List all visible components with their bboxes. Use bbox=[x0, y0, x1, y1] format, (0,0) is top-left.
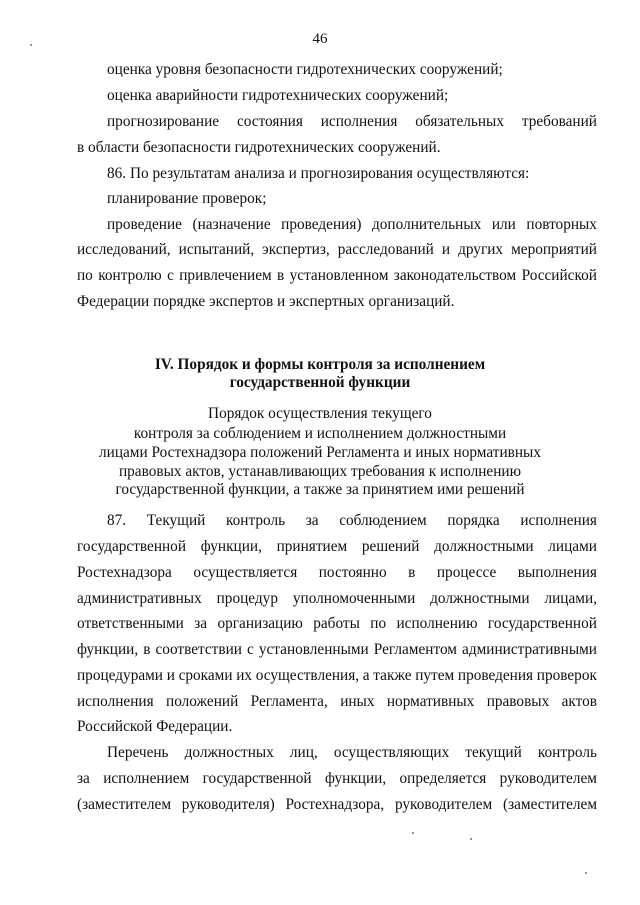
text-line: 86. По результатам анализа и прогнозирования осуществляются: bbox=[107, 165, 530, 182]
word: осуществляется bbox=[193, 564, 298, 581]
word: работы bbox=[313, 615, 360, 632]
word: уполномоченными bbox=[292, 590, 416, 607]
scan-speck bbox=[585, 872, 587, 874]
word: процедурами bbox=[77, 667, 163, 684]
word: осуществления, bbox=[255, 667, 360, 684]
justified-line bbox=[107, 215, 597, 235]
word: контроль bbox=[537, 744, 597, 761]
justified-line bbox=[77, 795, 597, 815]
section-heading: IV. Порядок и формы контроля за исполнением bbox=[154, 356, 486, 373]
word: Ростехнадзора bbox=[77, 564, 172, 581]
word: руководителем bbox=[499, 770, 597, 787]
word: испытаний, bbox=[178, 241, 255, 258]
justified-line bbox=[107, 511, 597, 531]
word: руководителем bbox=[394, 796, 493, 813]
word: проведения) bbox=[281, 216, 362, 233]
word: функции, bbox=[200, 538, 262, 555]
justified-line bbox=[77, 666, 597, 686]
word: по bbox=[370, 615, 387, 632]
word: соответствии bbox=[155, 641, 242, 658]
text-line: планирование проверок; bbox=[107, 190, 267, 207]
word: прогнозирование bbox=[107, 113, 220, 130]
word: иных bbox=[340, 693, 375, 710]
text-line: Федерации порядке экспертов и экспертных организаций. bbox=[77, 293, 455, 310]
word: административных bbox=[77, 590, 202, 607]
word: проведение bbox=[107, 216, 182, 233]
word: (заместителем bbox=[502, 796, 597, 813]
word: в bbox=[408, 564, 416, 581]
word: исполнения bbox=[320, 113, 398, 130]
word: исполнения bbox=[77, 693, 154, 710]
scan-speck bbox=[412, 832, 414, 834]
word: выполнения bbox=[517, 564, 597, 581]
word: текущий bbox=[465, 744, 522, 761]
justified-line bbox=[77, 692, 597, 712]
text-line: Российской Федерации. bbox=[77, 718, 233, 735]
word: с bbox=[247, 641, 254, 658]
word: Текущий bbox=[146, 512, 206, 529]
word: требований bbox=[521, 113, 597, 130]
word: контроль bbox=[225, 512, 286, 529]
justified-line bbox=[77, 537, 597, 557]
word: нормативных bbox=[386, 693, 475, 710]
word: установленными bbox=[258, 641, 369, 658]
word: функции, bbox=[77, 641, 139, 658]
word: мероприятий bbox=[511, 241, 597, 258]
justified-line bbox=[107, 112, 597, 132]
word: лицами bbox=[548, 538, 597, 555]
word: Регламентом bbox=[373, 641, 457, 658]
justified-line bbox=[77, 614, 597, 634]
word: привлечением bbox=[179, 267, 272, 284]
word: исследований, bbox=[77, 241, 171, 258]
word: законодательством bbox=[393, 267, 517, 284]
word: положений bbox=[166, 693, 239, 710]
word: повторных bbox=[526, 216, 597, 233]
word: за bbox=[194, 615, 208, 632]
word: в bbox=[143, 641, 151, 658]
word: за bbox=[305, 512, 319, 529]
word: функции, bbox=[324, 770, 387, 787]
scan-speck bbox=[470, 838, 472, 840]
word: государственной bbox=[487, 615, 597, 632]
word: процедур bbox=[216, 590, 278, 607]
word: или bbox=[491, 216, 516, 233]
word: (назначение bbox=[192, 216, 271, 233]
word: также bbox=[373, 667, 412, 684]
word: исполнения bbox=[520, 512, 597, 529]
text-line: в области безопасности гидротехнических сооружений. bbox=[77, 139, 441, 156]
word: осуществляющих bbox=[333, 744, 450, 761]
word: актов bbox=[561, 693, 597, 710]
word: с bbox=[167, 267, 174, 284]
subsection-heading: государственной функции, а также за принятием ими решений bbox=[115, 481, 525, 498]
word: путем bbox=[415, 667, 455, 684]
word: контролю bbox=[98, 267, 162, 284]
word: проведения bbox=[457, 667, 534, 684]
word: процессе bbox=[436, 564, 497, 581]
word: исполнением bbox=[103, 770, 190, 787]
word: исполнению bbox=[396, 615, 478, 632]
subsection-heading: Порядок осуществления текущего bbox=[208, 405, 432, 422]
word: должностных bbox=[184, 744, 274, 761]
word: по bbox=[77, 267, 93, 284]
subsection-heading: правовых актов, устанавливающих требования к исполнению bbox=[118, 463, 522, 480]
word: состояния bbox=[236, 113, 303, 130]
word: а bbox=[362, 667, 370, 684]
word: установленном bbox=[289, 267, 389, 284]
justified-line bbox=[77, 769, 597, 789]
word: административными bbox=[462, 641, 597, 658]
word: должностными bbox=[434, 538, 534, 555]
justified-line bbox=[77, 640, 597, 660]
word: порядка bbox=[447, 512, 500, 529]
word: 87. bbox=[107, 512, 127, 529]
word: Ростехнадзора, bbox=[285, 796, 385, 813]
word: определяется bbox=[399, 770, 487, 787]
word: и bbox=[441, 241, 451, 258]
scan-speck bbox=[30, 44, 32, 46]
word: руководителя) bbox=[181, 796, 275, 813]
subsection-heading: контроля за соблюдением и исполнением должностными bbox=[133, 425, 507, 442]
word: сроками bbox=[178, 667, 233, 684]
word: лицами, bbox=[544, 590, 597, 607]
word: правовых bbox=[486, 693, 550, 710]
justified-line bbox=[77, 563, 597, 583]
word: Регламента, bbox=[250, 693, 328, 710]
text-line: оценка аварийности гидротехнических сооружений; bbox=[107, 87, 449, 104]
word: Российской bbox=[521, 267, 597, 284]
justified-line bbox=[77, 589, 597, 609]
word: лиц, bbox=[289, 744, 318, 761]
word: государственной bbox=[77, 538, 187, 555]
word: принятием bbox=[276, 538, 348, 555]
word: других bbox=[458, 241, 504, 258]
word: постоянно bbox=[318, 564, 387, 581]
word: проверок bbox=[536, 667, 597, 684]
word: расследований bbox=[337, 241, 434, 258]
text-line: оценка уровня безопасности гидротехнических сооружений; bbox=[107, 61, 503, 78]
word: должностными bbox=[430, 590, 530, 607]
page-number: 46 bbox=[312, 31, 328, 47]
word: за bbox=[77, 770, 90, 787]
word: ответственными bbox=[77, 615, 184, 632]
word: решений bbox=[361, 538, 420, 555]
word: их bbox=[236, 667, 253, 684]
word: в bbox=[277, 267, 285, 284]
section-heading: государственной функции bbox=[229, 374, 411, 391]
word: дополнительных bbox=[372, 216, 482, 233]
word: и bbox=[166, 667, 175, 684]
justified-line bbox=[77, 240, 597, 260]
justified-line bbox=[77, 266, 597, 286]
word: обязательных bbox=[415, 113, 504, 130]
word: соблюдением bbox=[339, 512, 427, 529]
word: организацию bbox=[217, 615, 303, 632]
justified-line bbox=[107, 743, 597, 763]
word: Перечень bbox=[107, 744, 169, 761]
subsection-heading: лицами Ростехнадзора положений Регламента и иных нормативных bbox=[99, 444, 541, 461]
word: (заместителем bbox=[77, 796, 172, 813]
word: экспертиз, bbox=[262, 241, 330, 258]
word: государственной bbox=[202, 770, 312, 787]
